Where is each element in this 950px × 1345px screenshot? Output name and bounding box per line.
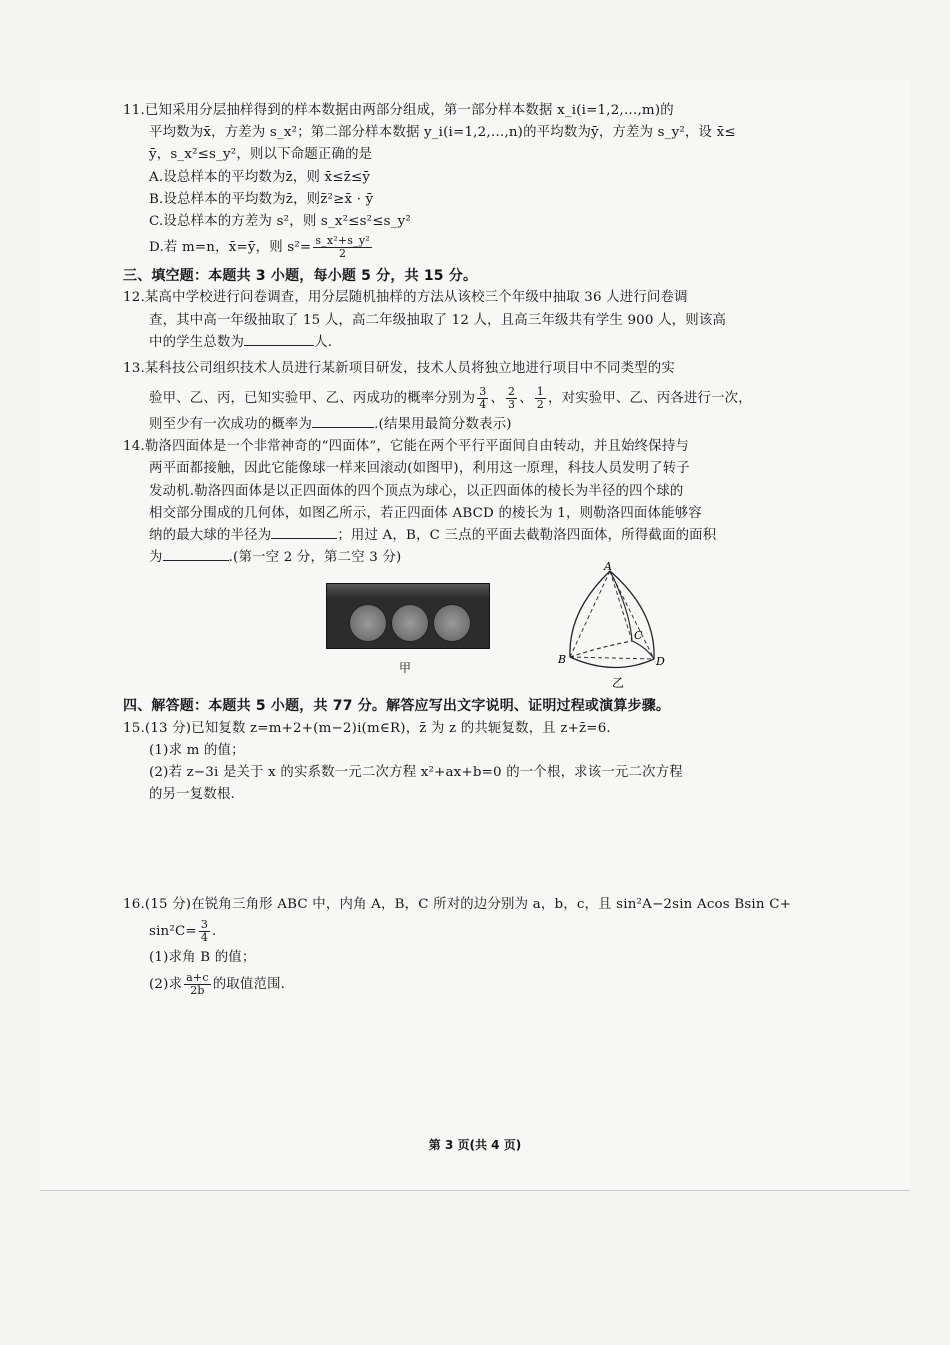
q13-line3-text: 则至少有一次成功的概率为 — [149, 417, 313, 433]
q15-line1: 15.(13 分)已知复数 z=m+2+(m−2)i(m∈R)，z̄ 为 z 的共轭复数，且 z+z̄=6. — [123, 720, 611, 736]
fraction-denominator: 4 — [479, 398, 487, 412]
q16-line2-suffix: . — [212, 923, 217, 939]
vertex-label-b: B — [558, 653, 567, 667]
reuleaux-disc — [349, 604, 387, 642]
q16-line1: 16.(15 分)在锐角三角形 ABC 中，内角 A，B，C 所对的边分别为 a，b，c，且 sin²A−2sin Acos Bsin C+ — [123, 897, 792, 913]
q15-part2-line1: (2)若 z−3i 是关于 x 的实系数一元二次方程 x²+ax+b=0 的一个根，求该一元二次方程 — [149, 765, 683, 781]
q14-line6-text: 为 — [149, 550, 163, 566]
fraction-a-plus-c-over-2b — [184, 972, 211, 997]
q16-line2-text: sin²C= — [149, 923, 197, 939]
photo-top-plate — [327, 584, 489, 598]
q11-option-b: B.设总样本的平均数为z̄，则z̄²≥x̄ · ȳ — [149, 191, 374, 207]
q14-figures — [123, 561, 835, 693]
edge-ad — [610, 571, 654, 659]
q14-line6-suffix: .(第一空 2 分，第二空 3 分) — [228, 550, 402, 566]
q14-line2: 两平面都接触，因此它能像球一样来回滚动(如图甲)，利用这一原理，科技人员发明了转子 — [149, 461, 690, 477]
fraction-numerator: 1 — [536, 385, 544, 399]
vertex-label-c: C — [634, 629, 643, 643]
q12-line2: 查，其中高一年级抽取了 15 人，高二年级抽取了 12 人，且高三年级共有学生 900 人，则该高 — [149, 312, 727, 328]
q12-line3-text: 中的学生总数为 — [149, 334, 245, 350]
q13-line1: 13.某科技公司组织技术人员进行某新项目研发，技术人员将独立地进行项目中不同类型的实 — [123, 361, 675, 377]
q16-line2 — [123, 917, 835, 947]
question-16 — [123, 894, 835, 1000]
q13-line3-suffix: .(结果用最简分数表示) — [374, 417, 512, 433]
vertex-label-d: D — [656, 655, 666, 669]
q14-line4: 相交部分围成的几何体，如图乙所示，若正四面体 ABCD 的棱长为 1，则勒洛四面体能够容 — [149, 505, 702, 521]
q11-option-d — [123, 233, 835, 263]
answer-blank-2[interactable] — [163, 560, 229, 561]
figure-yi-reuleaux-tetrahedron — [548, 561, 678, 691]
reuleaux-disc — [433, 604, 471, 642]
fraction-numerator: a+c — [186, 970, 209, 984]
q12-line3-suffix: 人. — [314, 334, 333, 350]
fraction-denominator: 2 — [536, 398, 544, 412]
q15-part1: (1)求 m 的值； — [149, 742, 245, 758]
q12-line1: 12.某高中学校进行问卷调查，用分层随机抽样的方法从该校三个年级中抽取 36 人进行问卷调 — [123, 290, 688, 306]
fraction-numerator: 2 — [507, 385, 516, 399]
separator: 、 — [519, 391, 533, 407]
q11-line3: ȳ，s_x²≤s_y²，则以下命题正确的是 — [149, 147, 373, 163]
q16-part1: (1)求角 B 的值； — [149, 949, 256, 965]
q16-part2-suffix: 的取值范围. — [212, 976, 286, 992]
q11-option-c: C.设总样本的方差为 s²，则 s_x²≤s²≤s_y² — [149, 214, 411, 230]
q14-line3: 发动机.勒洛四面体是以正四面体的四个顶点为球心，以正四面体的棱长为半径的四个球的 — [149, 483, 684, 499]
vertex-label-a: A — [604, 561, 613, 574]
answer-space[interactable] — [123, 806, 835, 894]
q16-part2-text: (2)求 — [149, 976, 183, 992]
question-15 — [123, 718, 835, 807]
reuleaux-disc — [391, 604, 429, 642]
answer-blank[interactable] — [244, 345, 314, 346]
edge-ab — [570, 571, 610, 657]
fraction-numerator: 3 — [479, 385, 487, 399]
q11-line1: 11.已知采用分层抽样得到的样本数据由两部分组成，第一部分样本数据 x_i(i=1,2,…,m)的 — [123, 103, 674, 118]
question-11 — [123, 100, 835, 263]
separator: 、 — [490, 391, 504, 407]
question-12 — [123, 287, 835, 354]
fraction-3-4 — [477, 386, 488, 411]
exam-content — [123, 100, 835, 1001]
arc-cd — [632, 641, 654, 659]
fraction-numerator: s_x²+s_y² — [315, 234, 370, 248]
q13-line2 — [123, 384, 835, 414]
edge-bd — [570, 657, 654, 659]
q11-option-a: A.设总样本的平均数为z̄，则 x̄≤z̄≤ȳ — [149, 169, 371, 185]
q14-line1: 14.勒洛四面体是一个非常神奇的“四面体”，它能在两个平行平面间自由转动，并且始终保持与 — [123, 439, 690, 455]
section-3-title: 三、填空题：本题共 3 小题，每小题 5 分，共 15 分。 — [123, 268, 478, 285]
q13-line3 — [123, 414, 835, 436]
answer-blank-1[interactable] — [271, 538, 337, 539]
section-4-title: 四、解答题：本题共 5 小题，共 77 分。解答应写出文字说明、证明过程或演算步骤。 — [123, 698, 671, 715]
fraction-denominator: 3 — [507, 398, 516, 412]
q11-option-d-fraction — [313, 235, 372, 260]
q11-line2: 平均数为x̄，方差为 s_x²；第二部分样本数据 y_i(i=1,2,…,n)的平均数为ȳ，方差为 s_y²，设 x̄≤ — [149, 125, 736, 141]
q14-line5-suffix: ；用过 A，B，C 三点的平面去截勒洛四面体，所得截面的面积 — [337, 528, 717, 544]
question-14 — [123, 436, 835, 693]
page-footer: 第 3 页(共 4 页) — [428, 1138, 522, 1152]
q11-option-d-text: D.若 m=n，x̄=ȳ，则 s²= — [149, 240, 312, 256]
q14-line5-text: 纳的最大球的半径为 — [149, 528, 272, 544]
q14-line5 — [123, 525, 835, 547]
arc-bc — [570, 641, 632, 657]
q13-line2-suffix: ，对实验甲、乙、丙各进行一次， — [547, 391, 752, 407]
fraction-3-4 — [199, 919, 210, 944]
q13-line2-text: 验甲、乙、丙，已知实验甲、乙、丙成功的概率分别为 — [149, 391, 476, 407]
q15-part2-line2: 的另一复数根. — [149, 787, 235, 803]
answer-blank[interactable] — [312, 427, 374, 428]
figure-yi-caption: 乙 — [612, 676, 625, 691]
fraction-denominator: 2 — [339, 247, 347, 261]
figure-jia-caption: 甲 — [399, 661, 412, 676]
fraction-numerator: 3 — [200, 917, 209, 931]
question-13 — [123, 354, 835, 436]
q12-line3 — [123, 332, 835, 354]
fraction-denominator: 2b — [190, 983, 205, 997]
fraction-2-3 — [506, 386, 517, 411]
q16-part2 — [123, 969, 835, 1001]
fraction-1-2 — [535, 386, 546, 411]
figure-jia-photo — [326, 583, 490, 649]
q14-line6 — [123, 547, 835, 569]
fraction-denominator: 4 — [200, 930, 209, 944]
